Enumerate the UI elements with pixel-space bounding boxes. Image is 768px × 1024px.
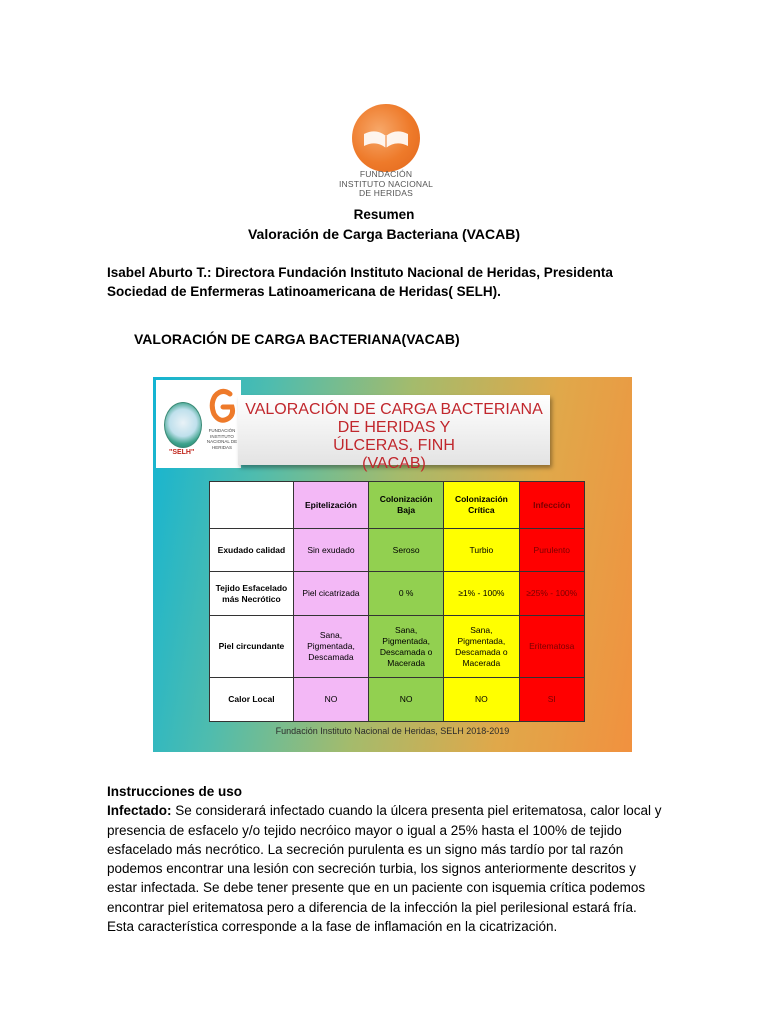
- selh-seal-icon: [164, 402, 202, 448]
- finh-g-logo-icon: [208, 388, 236, 426]
- term-infectado: Infectado:: [107, 803, 172, 819]
- table-cell: 0 %: [369, 572, 444, 616]
- header-infeccion: Infección: [519, 482, 585, 529]
- vacab-table: [209, 481, 585, 722]
- table-cell: Seroso: [369, 529, 444, 572]
- table-cell: ≥25% - 100%: [519, 572, 585, 616]
- open-book-icon: [362, 124, 410, 150]
- header-colonizacion-critica: Colonización Crítica: [444, 482, 519, 529]
- table-cell: Purulento: [519, 529, 585, 572]
- author-line: Isabel Aburto T.: Directora Fundación Instituto Nacional de Heridas, Presidenta Sociedad de Enfermeras Latinoamericana de Heridas( SELH).: [107, 265, 613, 299]
- foundation-logo: [336, 104, 436, 204]
- resumen-heading: Resumen: [353, 207, 415, 222]
- instructions-block: [107, 782, 667, 936]
- logos-panel: [156, 380, 241, 468]
- selh-label: "SELH": [169, 449, 195, 456]
- table-cell: NO: [444, 678, 519, 722]
- instructions-body: Se considerará infectado cuando la úlcera presenta piel eritematosa, calor local y presencia de esfacelo y/o tejido necróico mayor o igual a 25% hasta el 100% de tejido esfacelado más necrótico. La secreción purulenta es un signo más tardío por tal razón podemos encontrar una lesión con secreción turbia, los signos anteriormente descritos y estar infectada. Se debe tener presente que en un paciente con isquemia crítica podemos encontrar piel eritematosa pero a diferencia de la infección la piel perilesional estará fría. Esta característica corresponde a la fase de inflamación en la cicatrización.: [107, 803, 662, 935]
- instructions-heading: Instrucciones de uso: [107, 784, 243, 799]
- table-cell: Sana, Pigmentada, Descamada o Macerada: [369, 616, 444, 678]
- row-label: Piel circundante: [210, 616, 294, 678]
- table-cell: ≥1% - 100%: [444, 572, 519, 616]
- header-epitelizacion: Epitelización: [293, 482, 368, 529]
- infographic-title: VALORACIÓN DE CARGA BACTERIANA DE HERIDAS Y ÚLCERAS, FINH (VACAB): [238, 395, 550, 465]
- header-blank: [210, 482, 294, 529]
- logo-text: FUNDACIÓN INSTITUTO NACIONAL DE HERIDAS: [338, 169, 434, 198]
- row-label: Calor Local: [210, 678, 294, 722]
- section-title: VALORACIÓN DE CARGA BACTERIANA(VACAB): [134, 331, 460, 347]
- table-cell: NO: [293, 678, 368, 722]
- table-row: [210, 572, 585, 616]
- row-label: Tejido Esfacelado más Necrótico: [210, 572, 294, 616]
- table-cell: Piel cicatrizada: [293, 572, 368, 616]
- table-header-row: [210, 482, 585, 529]
- infographic-caption: Fundación Instituto Nacional de Heridas, SELH 2018-2019: [275, 726, 510, 736]
- table-row: [210, 678, 585, 722]
- table-cell: Sana, Pigmentada, Descamada: [293, 616, 368, 678]
- table-cell: Turbio: [444, 529, 519, 572]
- document-subtitle: Valoración de Carga Bacteriana (VACAB): [247, 226, 521, 242]
- table-cell: Sana, Pigmentada, Descamada o Macerada: [444, 616, 519, 678]
- table-cell: Eritematosa: [519, 616, 585, 678]
- row-label: Exudado calidad: [210, 529, 294, 572]
- table-cell: SI: [519, 678, 585, 722]
- table-cell: Sin exudado: [293, 529, 368, 572]
- finh-logo-text: FUNDACIÓN INSTITUTO NACIONAL DE HERIDAS: [206, 428, 238, 450]
- instructions-paragraph: [107, 801, 667, 936]
- header-colonizacion-baja: Colonización Baja: [369, 482, 444, 529]
- table-row: [210, 529, 585, 572]
- table-row: [210, 616, 585, 678]
- vacab-infographic: [153, 377, 632, 752]
- table-cell: NO: [369, 678, 444, 722]
